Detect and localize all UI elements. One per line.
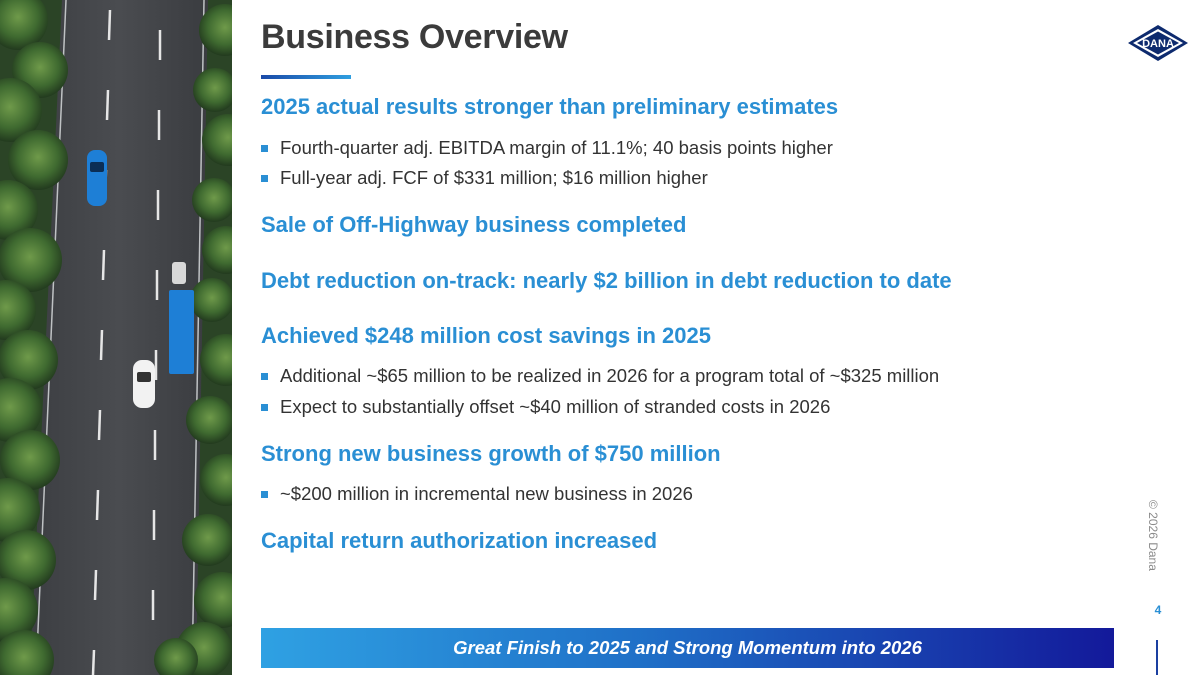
bullet-text: Additional ~$65 million to be realized in 2026 for a program total of ~$325 million — [280, 365, 940, 386]
page-number: 4 — [1154, 603, 1162, 617]
road-aerial-photo — [0, 0, 232, 675]
bullet-text: Expect to substantially offset ~$40 million of stranded costs in 2026 — [280, 396, 831, 417]
section-heading: 2025 actual results stronger than preliminary estimates — [261, 94, 839, 119]
section-heading: Capital return authorization increased — [261, 528, 658, 553]
section-heading: Achieved $248 million cost savings in 2025 — [261, 323, 711, 348]
page-number-bar — [1156, 640, 1158, 675]
square-bullet-icon — [261, 491, 268, 498]
page-title: Business Overview — [261, 18, 568, 56]
bullet-item — [261, 365, 939, 387]
bullet-text: Full-year adj. FCF of $331 million; $16 million higher — [280, 167, 708, 188]
bullet-text: ~$200 million in incremental new business in 2026 — [280, 483, 693, 504]
bullet-item — [261, 483, 693, 505]
bullet-item — [261, 396, 830, 418]
section-heading: Debt reduction on-track: nearly $2 billion in debt reduction to date — [261, 268, 952, 293]
title-underline — [261, 75, 351, 79]
logo-text: DANA — [1142, 38, 1174, 50]
copyright-text: © 2026 Dana — [1146, 500, 1160, 571]
square-bullet-icon — [261, 175, 268, 182]
dana-logo-icon — [1127, 24, 1189, 62]
bullet-item — [261, 137, 833, 159]
bullet-text: Fourth-quarter adj. EBITDA margin of 11.1%; 40 basis points higher — [280, 137, 833, 158]
bottom-banner — [261, 628, 1114, 668]
bullet-item — [261, 167, 708, 189]
square-bullet-icon — [261, 404, 268, 411]
copyright-notice — [1146, 500, 1166, 571]
square-bullet-icon — [261, 373, 268, 380]
banner-text: Great Finish to 2025 and Strong Momentum into 2026 — [453, 637, 922, 658]
square-bullet-icon — [261, 145, 268, 152]
section-heading: Strong new business growth of $750 million — [261, 441, 721, 466]
section-heading: Sale of Off-Highway business completed — [261, 212, 687, 237]
